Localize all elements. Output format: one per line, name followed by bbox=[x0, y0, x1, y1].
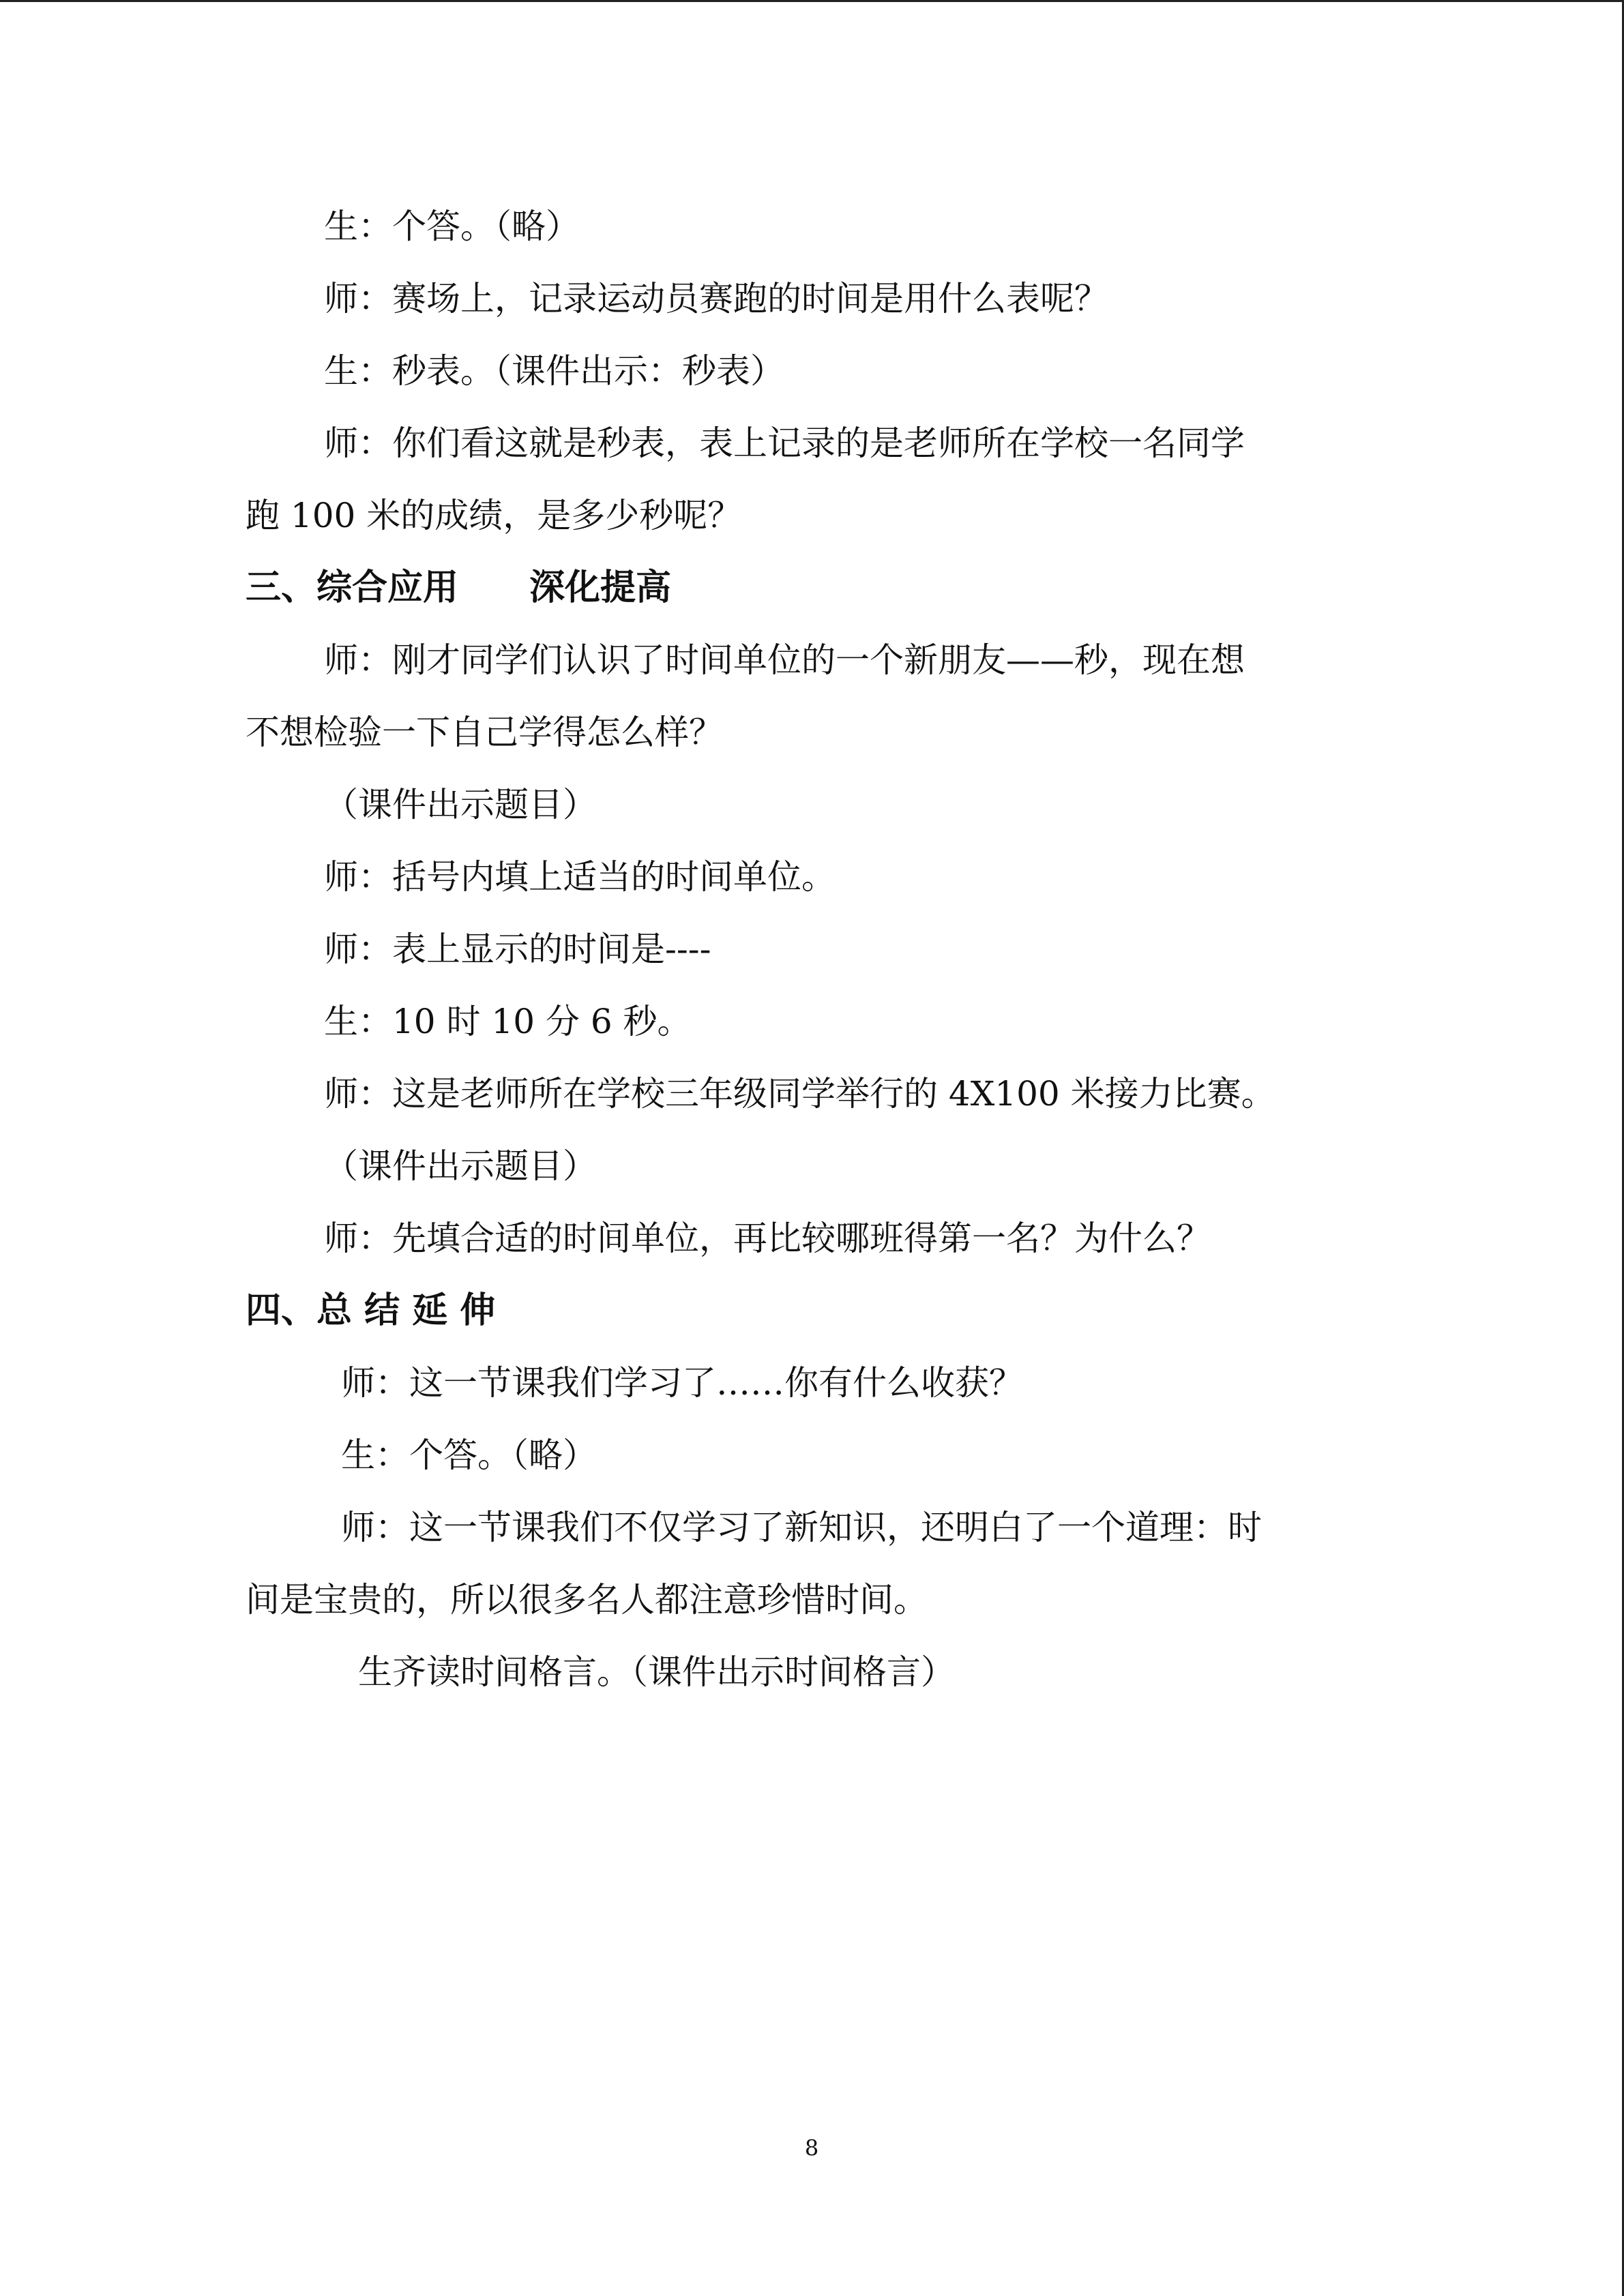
paragraph-line: 生齐读时间格言。（课件出示时间格言） bbox=[358, 1652, 955, 1692]
paragraph-line: 师：括号内填上适当的时间单位。 bbox=[324, 857, 836, 897]
paragraph-line: 师：赛场上，记录运动员赛跑的时间是用什么表呢？ bbox=[324, 279, 1108, 318]
paragraph-line: 师：这一节课我们学习了……你有什么收获？ bbox=[341, 1363, 1023, 1403]
paragraph-line: 间是宝贵的，所以很多名人都注意珍惜时间。 bbox=[246, 1580, 928, 1620]
paragraph-line: 跑 100 米的成绩，是多少秒呢？ bbox=[246, 496, 742, 535]
paragraph-line: 师：刚才同学们认识了时间单位的一个新朋友——秒，现在想 bbox=[324, 640, 1245, 680]
paragraph-line: 生：10 时 10 分 6 秒。 bbox=[324, 1002, 692, 1041]
paragraph-line: 师：你们看这就是秒表，表上记录的是老师所在学校一名同学 bbox=[324, 423, 1245, 463]
paragraph-line: 师：这是老师所在学校三年级同学举行的 4X100 米接力比赛。 bbox=[324, 1074, 1275, 1114]
page-number: 8 bbox=[804, 2135, 819, 2161]
paragraph-line: （课件出示题目） bbox=[324, 1146, 597, 1186]
paragraph-line: （课件出示题目） bbox=[324, 785, 597, 824]
paragraph-line: 师：先填合适的时间单位，再比较哪班得第一名？为什么？ bbox=[324, 1219, 1211, 1258]
paragraph-line: 生：秒表。（课件出示：秒表） bbox=[324, 351, 784, 391]
page-border-top bbox=[0, 0, 1624, 2]
paragraph-line: 师：这一节课我们不仅学习了新知识，还明白了一个道理：时 bbox=[341, 1508, 1262, 1547]
paragraph-line: 生：个答。（略） bbox=[324, 207, 580, 246]
paragraph-line: 不想检验一下自己学得怎么样？ bbox=[246, 713, 723, 752]
section-heading: 四、总 结 延 伸 bbox=[246, 1290, 496, 1331]
section-heading: 三、综合应用 深化提高 bbox=[246, 567, 672, 608]
paragraph-line: 生：个答。（略） bbox=[341, 1435, 597, 1475]
paragraph-line: 师：表上显示的时间是---- bbox=[324, 929, 711, 969]
